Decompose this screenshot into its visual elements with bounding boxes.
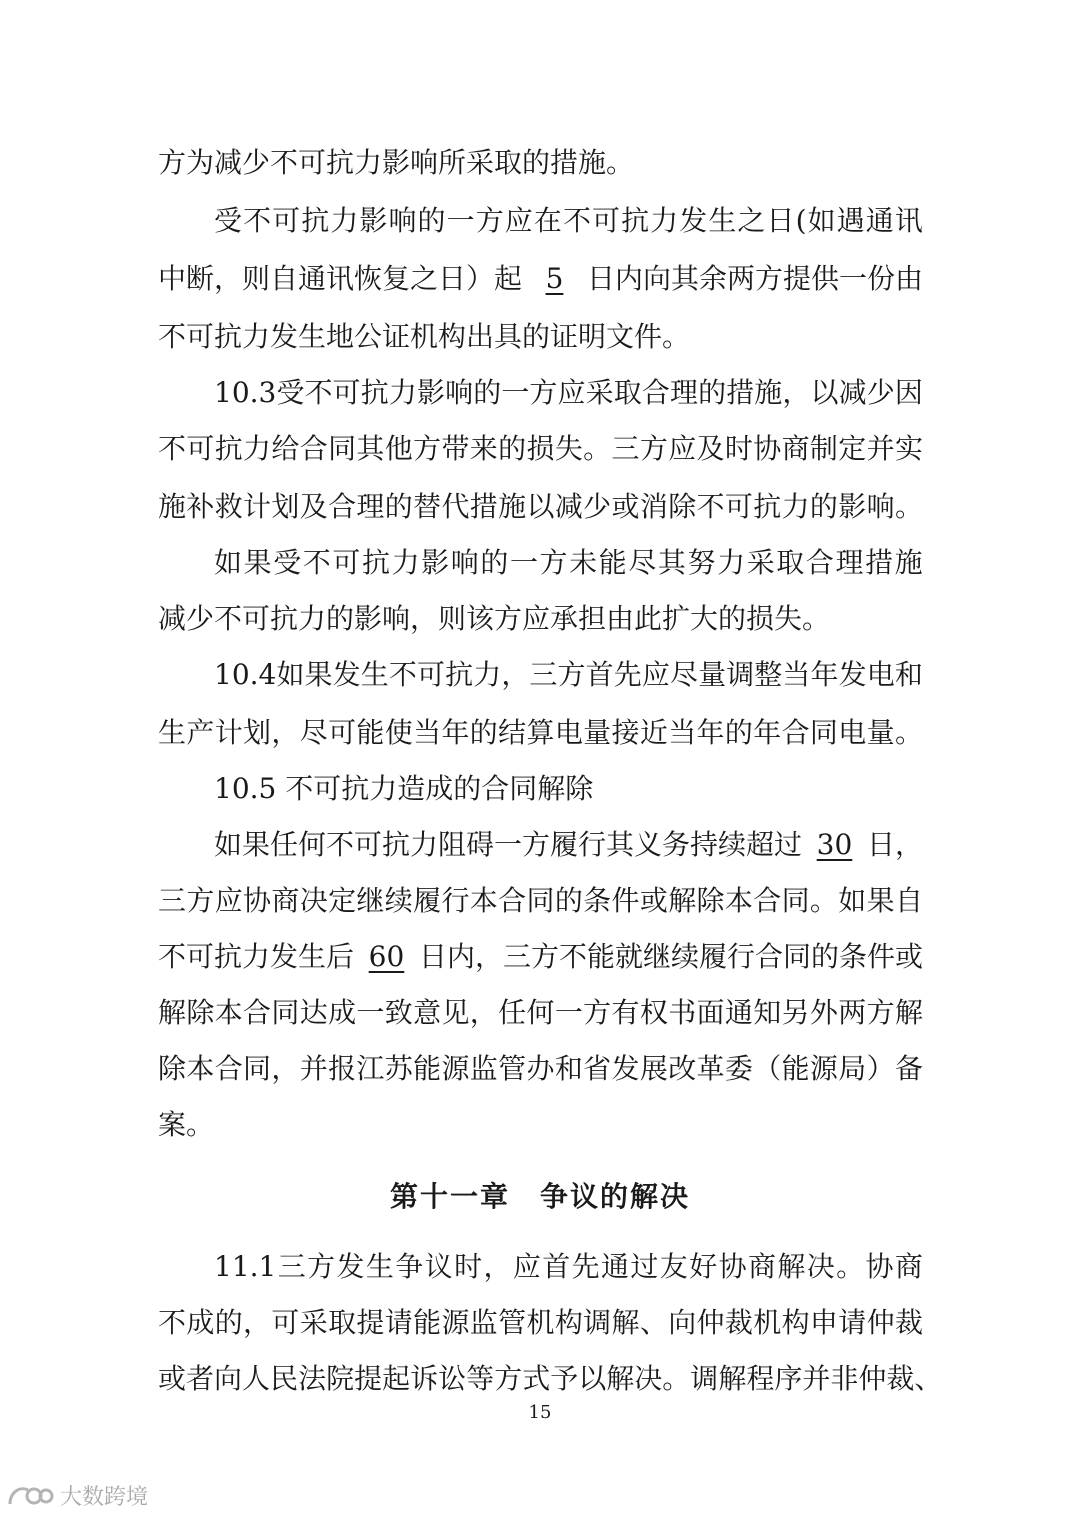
text-segment: 不可抗力发生后 [158,940,355,973]
watermark-text: 大数跨境 [60,1485,149,1510]
watermark-logo-icon [6,1482,54,1510]
paragraph-line: 不 可 抗 力 给 合 同 其 他 方 带 来 的 损 失 。 三 方 应 及 时 协 商 制 定 并 实 [158,432,923,465]
paragraph-line: 生 产 计 划 ， 尽 可 能 使 当 年 的 结 算 电 量 接 近 当 年 的 年 合 同 电 量 。 [158,716,923,749]
paragraph-line-with-blank [158,940,923,974]
paragraph-line: 三 方 应 协 商 决 定 继 续 履 行 本 合 同 的 条 件 或 解 除 本 合 同 。 如 果 自 [158,884,923,917]
filled-blank-days: 60 [368,940,405,973]
paragraph-line: 或 者 向 人 民 法 院 提 起 诉 讼 等 方 式 予 以 解 决 。 调 解 程 序 并 非 仲 裁 、 [158,1362,943,1395]
text-segment: 如果任何不可抗力阻碍一方履行其义务持续超过 [214,828,803,861]
paragraph-line: 不 成 的 ， 可 采 取 提 请 能 源 监 管 机 构 调 解 、 向 仲 裁 机 构 申 请 仲 裁 [158,1306,923,1339]
text-segment: 中断，则自通讯恢复之日）起 [158,262,523,295]
paragraph-line: 受 不 可 抗 力 影 响 的 一 方 应 在 不 可 抗 力 发 生 之 日 ( 如 遇 通 讯 [214,204,923,237]
section-title-line: 10.5 不可抗力造成的合同解除 [214,772,594,805]
paragraph-line: 解 除 本 合 同 达 成 一 致 意 见 ， 任 何 一 方 有 权 书 面 通 知 另 外 两 方 解 [158,996,923,1029]
filled-blank-days: 5 [545,262,564,295]
text-segment: 日内向其余两方提供一份由 [586,262,923,295]
filled-blank-days: 30 [816,828,853,861]
paragraph-line: 如 果 受 不 可 抗 力 影 响 的 一 方 未 能 尽 其 努 力 采 取 合 理 措 施 [214,546,923,579]
paragraph-line: 方为减少不可抗力影响所采取的措施。 [158,146,635,179]
paragraph-line-with-blank [158,262,923,296]
watermark [6,1480,148,1511]
paragraph-line: 11.1 三 方 发 生 争 议 时 ， 应 首 先 通 过 友 好 协 商 解 决 。 协 商 [214,1250,923,1283]
chapter-heading: 第十一章 争议的解决 [389,1180,690,1213]
paragraph-line-with-blank [214,828,923,862]
paragraph-line: 施 补 救 计 划 及 合 理 的 替 代 措 施 以 减 少 或 消 除 不 可 抗 力 的 影 响 。 [158,490,923,523]
paragraph-line: 减少不可抗力的影响，则该方应承担由此扩大的损失。 [158,602,831,635]
paragraph-line: 10.3 受 不 可 抗 力 影 响 的 一 方 应 采 取 合 理 的 措 施 ， 以 减 少 因 [214,376,923,409]
text-segment: 日， [866,828,923,861]
page-number: 15 [528,1402,552,1423]
paragraph-line: 除 本 合 同 ， 并 报 江 苏 能 源 监 管 办 和 省 发 展 改 革 委 （ 能 源 局 ） 备 [158,1052,923,1085]
paragraph-line: 案。 [158,1108,215,1141]
paragraph-line: 不可抗力发生地公证机构出具的证明文件。 [158,320,691,353]
paragraph-line: 10.4 如 果 发 生 不 可 抗 力 ， 三 方 首 先 应 尽 量 调 整 当 年 发 电 和 [214,658,923,691]
text-segment: 日内，三方不能就继续履行合同的条件或 [418,940,923,973]
